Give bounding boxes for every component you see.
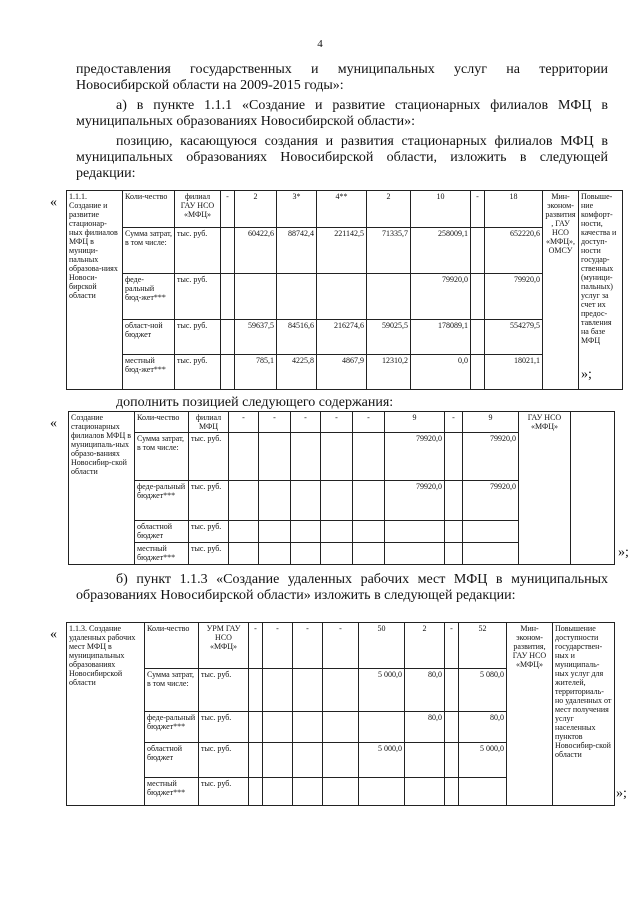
header-cell: 18	[485, 191, 543, 228]
header-cell: 2	[235, 191, 277, 228]
row-label-cell: Сумма затрат, в том числе:	[145, 669, 199, 712]
value-cell	[445, 543, 463, 565]
unit-cell: тыс. руб.	[199, 778, 249, 806]
value-cell: 80,0	[459, 712, 507, 743]
value-cell: 79920,0	[385, 481, 445, 521]
value-cell	[321, 481, 353, 521]
row-label-cell: местный бюд-жет***	[123, 355, 175, 390]
value-cell	[323, 712, 359, 743]
value-cell	[291, 481, 321, 521]
header-cell: -	[471, 191, 485, 228]
value-cell: 18021,1	[485, 355, 543, 390]
unit-cell: тыс. руб.	[175, 320, 221, 355]
header-cell: -	[293, 623, 323, 669]
close-quote-2: »;	[618, 545, 629, 560]
value-cell: 88742,4	[277, 228, 317, 274]
value-cell	[359, 712, 405, 743]
result-cell: Повышение доступности государствен-ных и муниципаль-ных услуг для жителей, территориаль-но удаленных от мест получения услуг населенных пунктов Новосибир-ской области	[553, 623, 615, 806]
unit-cell: тыс. руб.	[189, 521, 229, 543]
table-row	[67, 228, 623, 274]
value-cell: 216274,6	[317, 320, 367, 355]
row-label-cell: феде-ральный бюд-жет***	[123, 274, 175, 320]
value-cell	[471, 355, 485, 390]
value-cell	[221, 320, 235, 355]
paragraph-add-position: дополнить позицией следующего содержания:	[116, 395, 394, 410]
value-cell	[445, 778, 459, 806]
row-label-cell: Сумма затрат, в том числе:	[135, 433, 189, 481]
value-cell	[353, 543, 385, 565]
value-cell: 60422,6	[235, 228, 277, 274]
executor-cell: Мин-эконом-развития, ГАУ НСО «МФЦ», ОМСУ	[543, 191, 579, 390]
item-name-cell: 1.1.3. Создание удаленных рабочих мест МФЦ в муниципальных образованиях Новосибирской области	[67, 623, 145, 806]
value-cell: 59637,5	[235, 320, 277, 355]
item-name-cell: Создание стационарных филиалов МФЦ в муниципаль-ных образо-ваниях Новосибир-ской области	[69, 412, 135, 565]
table-stationary-branches	[66, 190, 623, 390]
value-cell: 258009,1	[411, 228, 471, 274]
value-cell	[263, 778, 293, 806]
header-cell: -	[323, 623, 359, 669]
unit-cell: тыс. руб.	[175, 274, 221, 320]
value-cell	[249, 743, 263, 778]
result-cell	[571, 412, 615, 565]
unit-cell: тыс. руб.	[199, 669, 249, 712]
table-row	[67, 274, 623, 320]
value-cell: 59025,5	[367, 320, 411, 355]
value-cell: 221142,5	[317, 228, 367, 274]
table-row	[67, 320, 623, 355]
table-row	[67, 355, 623, 390]
header-cell: Коли-чество	[123, 191, 175, 228]
value-cell	[293, 743, 323, 778]
unit-cell: тыс. руб.	[175, 228, 221, 274]
value-cell	[353, 481, 385, 521]
header-cell: 10	[411, 191, 471, 228]
value-cell: 4867,9	[317, 355, 367, 390]
open-quote-1: «	[50, 195, 57, 210]
header-cell: 3*	[277, 191, 317, 228]
unit-cell: тыс. руб.	[189, 543, 229, 565]
value-cell	[323, 778, 359, 806]
paragraph-position-text: позицию, касающуюся создания и развития стационарных филиалов МФЦ в муниципальных образованиях Новосибирской области, изложить в следующей редакции:	[76, 134, 608, 181]
value-cell	[353, 433, 385, 481]
value-cell: 178089,1	[411, 320, 471, 355]
row-label-cell: областной бюджет	[145, 743, 199, 778]
unit-cell: тыс. руб.	[175, 355, 221, 390]
value-cell	[249, 778, 263, 806]
header-cell: -	[221, 191, 235, 228]
value-cell	[221, 228, 235, 274]
value-cell	[459, 778, 507, 806]
open-quote-2: «	[50, 416, 57, 431]
value-cell	[235, 274, 277, 320]
value-cell	[353, 521, 385, 543]
value-cell	[221, 355, 235, 390]
value-cell: 5 000,0	[459, 743, 507, 778]
header-cell: -	[291, 412, 321, 433]
value-cell: 12310,2	[367, 355, 411, 390]
value-cell	[445, 669, 459, 712]
value-cell	[445, 433, 463, 481]
paragraph-point-a: а) в пункте 1.1.1 «Создание и развитие стационарных филиалов МФЦ в муниципальных образованиях Новосибирской области»:	[76, 98, 608, 129]
row-label-cell: феде-ральный бюджет***	[145, 712, 199, 743]
value-cell	[263, 712, 293, 743]
header-cell: 9	[463, 412, 519, 433]
value-cell	[263, 669, 293, 712]
value-cell	[291, 543, 321, 565]
value-cell: 4225,8	[277, 355, 317, 390]
value-cell: 80,0	[405, 712, 445, 743]
unit-cell: тыс. руб.	[199, 743, 249, 778]
value-cell: 5 000,0	[359, 743, 405, 778]
value-cell	[317, 274, 367, 320]
value-cell: 79920,0	[411, 274, 471, 320]
unit-cell: тыс. руб.	[189, 481, 229, 521]
header-cell: -	[229, 412, 259, 433]
value-cell: 84516,6	[277, 320, 317, 355]
value-cell	[405, 778, 445, 806]
value-cell	[321, 543, 353, 565]
value-cell	[463, 543, 519, 565]
value-cell	[385, 521, 445, 543]
value-cell	[263, 743, 293, 778]
value-cell: 71335,7	[367, 228, 411, 274]
value-cell: 652220,6	[485, 228, 543, 274]
header-cell: 2	[405, 623, 445, 669]
value-cell	[229, 543, 259, 565]
header-cell: -	[259, 412, 291, 433]
value-cell	[445, 481, 463, 521]
value-cell	[229, 521, 259, 543]
row-label-cell: местный бюджет***	[145, 778, 199, 806]
value-cell	[293, 669, 323, 712]
header-cell: -	[445, 412, 463, 433]
row-label-cell: областной бюджет	[135, 521, 189, 543]
value-cell	[259, 481, 291, 521]
header-cell: -	[445, 623, 459, 669]
header-cell: Коли-чество	[135, 412, 189, 433]
value-cell: 79920,0	[485, 274, 543, 320]
header-cell: 50	[359, 623, 405, 669]
value-cell: 79920,0	[385, 433, 445, 481]
row-label-cell: феде-ральный бюджет***	[135, 481, 189, 521]
value-cell	[471, 320, 485, 355]
table-row	[67, 191, 623, 228]
value-cell	[259, 543, 291, 565]
value-cell	[445, 712, 459, 743]
close-quote-3: »;	[616, 786, 627, 801]
value-cell	[323, 669, 359, 712]
header-cell: 9	[385, 412, 445, 433]
value-cell	[293, 778, 323, 806]
value-cell	[291, 433, 321, 481]
value-cell	[385, 543, 445, 565]
row-label-cell: област-ной бюджет	[123, 320, 175, 355]
close-quote-1: »;	[581, 367, 592, 382]
header-cell: Коли-чество	[145, 623, 199, 669]
header-cell: 52	[459, 623, 507, 669]
value-cell	[471, 228, 485, 274]
value-cell: 0,0	[411, 355, 471, 390]
unit-cell: тыс. руб.	[199, 712, 249, 743]
value-cell	[471, 274, 485, 320]
header-cell: 4**	[317, 191, 367, 228]
executor-cell: ГАУ НСО «МФЦ»	[519, 412, 571, 565]
value-cell	[321, 521, 353, 543]
table-row	[69, 412, 615, 433]
table-row	[67, 623, 615, 669]
value-cell: 79920,0	[463, 433, 519, 481]
value-cell	[321, 433, 353, 481]
value-cell: 79920,0	[463, 481, 519, 521]
value-cell: 5 080,0	[459, 669, 507, 712]
value-cell: 80,0	[405, 669, 445, 712]
header-cell: филиал ГАУ НСО «МФЦ»	[175, 191, 221, 228]
row-label-cell: местный бюджет***	[135, 543, 189, 565]
value-cell: 554279,5	[485, 320, 543, 355]
unit-cell: тыс. руб.	[189, 433, 229, 481]
value-cell	[291, 521, 321, 543]
header-cell: филиал МФЦ	[189, 412, 229, 433]
table-additional-position	[68, 411, 615, 565]
header-cell: УРМ ГАУ НСО «МФЦ»	[199, 623, 249, 669]
value-cell	[277, 274, 317, 320]
value-cell	[463, 521, 519, 543]
row-label-cell: Сумма затрат, в том числе:	[123, 228, 175, 274]
value-cell	[445, 521, 463, 543]
value-cell	[359, 778, 405, 806]
value-cell	[323, 743, 359, 778]
table-remote-workplaces	[66, 622, 615, 806]
value-cell: 5 000,0	[359, 669, 405, 712]
value-cell	[367, 274, 411, 320]
value-cell	[259, 521, 291, 543]
value-cell: 785,1	[235, 355, 277, 390]
paragraph-point-b: б) пункт 1.1.3 «Создание удаленных рабочих мест МФЦ в муниципальных образованиях Новосибирской области» изложить в следующей редакции:	[76, 572, 608, 603]
paragraph-intro: предоставления государственных и муниципальных услуг на территории Новосибирской области на 2009-2015 годы»:	[76, 62, 608, 93]
value-cell	[445, 743, 459, 778]
value-cell	[229, 433, 259, 481]
executor-cell: Мин-эконом-развития, ГАУ НСО «МФЦ»	[507, 623, 553, 806]
value-cell	[259, 433, 291, 481]
value-cell	[221, 274, 235, 320]
item-name-cell: 1.1.1. Создание и развитие стационар-ных филиалов МФЦ в муници-пальных образова-ниях Новоси-бирской области	[67, 191, 123, 390]
value-cell	[293, 712, 323, 743]
result-cell: Повыше-ние комфорт-ности, качества и доступ-ности государ-ственных (муници-пальных) услуг за счет их предос-тавления на базе МФЦ	[579, 191, 623, 390]
header-cell: -	[321, 412, 353, 433]
open-quote-3: «	[50, 627, 57, 642]
header-cell: -	[353, 412, 385, 433]
header-cell: -	[249, 623, 263, 669]
header-cell: 2	[367, 191, 411, 228]
header-cell: -	[263, 623, 293, 669]
page-number: 4	[317, 38, 323, 50]
value-cell	[249, 669, 263, 712]
value-cell	[229, 481, 259, 521]
value-cell	[249, 712, 263, 743]
value-cell	[405, 743, 445, 778]
